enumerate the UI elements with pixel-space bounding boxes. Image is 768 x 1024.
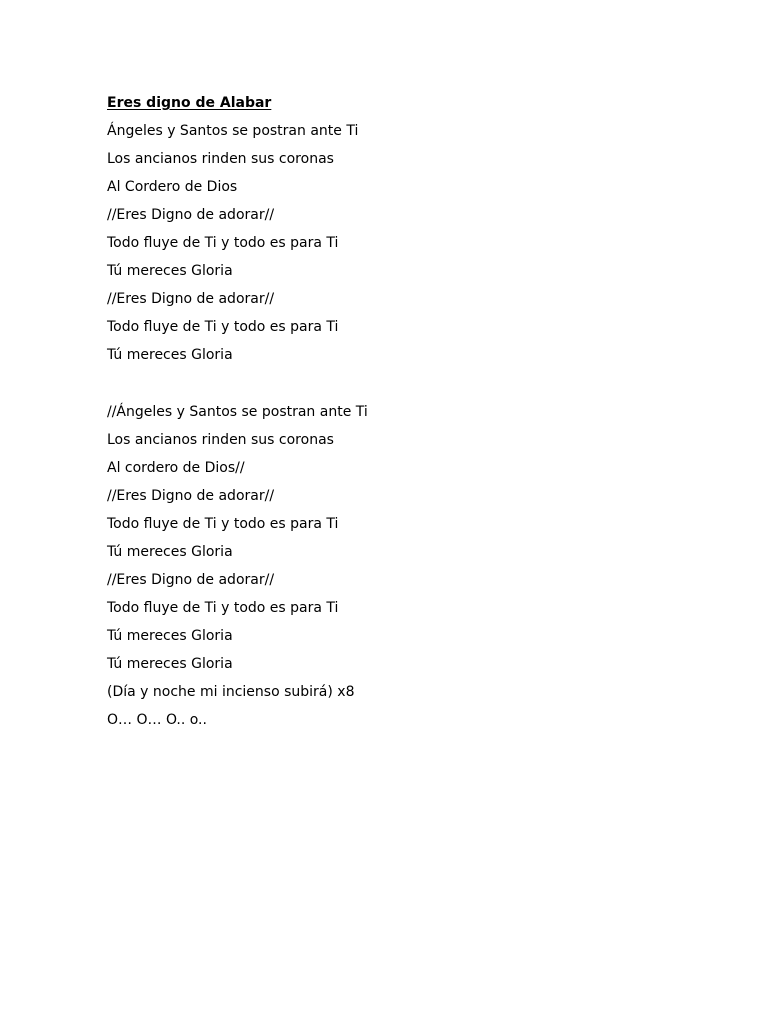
lyric-line: (Día y noche mi incienso subirá) x8 bbox=[107, 684, 355, 700]
lyric-line: Al Cordero de Dios bbox=[107, 179, 238, 195]
lyric-line: Todo fluye de Ti y todo es para Ti bbox=[107, 235, 339, 251]
lyric-line: Tú mereces Gloria bbox=[107, 263, 233, 279]
stanza-1 bbox=[107, 117, 727, 369]
lyric-line: Ángeles y Santos se postran ante Ti bbox=[107, 123, 359, 139]
stanza-spacer bbox=[107, 369, 727, 398]
lyric-line: Tú mereces Gloria bbox=[107, 544, 233, 560]
lyric-line: //Eres Digno de adorar// bbox=[107, 207, 275, 223]
lyric-line: Los ancianos rinden sus coronas bbox=[107, 151, 334, 167]
lyric-line: O… O… O.. o.. bbox=[107, 712, 207, 728]
lyric-line: Todo fluye de Ti y todo es para Ti bbox=[107, 600, 339, 616]
document-page bbox=[107, 89, 727, 734]
lyric-line: Al cordero de Dios// bbox=[107, 460, 245, 476]
lyric-line: //Eres Digno de adorar// bbox=[107, 488, 275, 504]
stanza-2 bbox=[107, 398, 727, 734]
lyric-line: //Eres Digno de adorar// bbox=[107, 291, 275, 307]
lyric-line: //Ángeles y Santos se postran ante Ti bbox=[107, 404, 368, 420]
lyric-line: Tú mereces Gloria bbox=[107, 347, 233, 363]
lyric-line: Todo fluye de Ti y todo es para Ti bbox=[107, 516, 339, 532]
lyric-line: Tú mereces Gloria bbox=[107, 656, 233, 672]
song-title: Eres digno de Alabar bbox=[107, 95, 272, 111]
lyric-line: Todo fluye de Ti y todo es para Ti bbox=[107, 319, 339, 335]
lyric-line: Tú mereces Gloria bbox=[107, 628, 233, 644]
lyric-line: Los ancianos rinden sus coronas bbox=[107, 432, 334, 448]
lyric-line: //Eres Digno de adorar// bbox=[107, 572, 275, 588]
